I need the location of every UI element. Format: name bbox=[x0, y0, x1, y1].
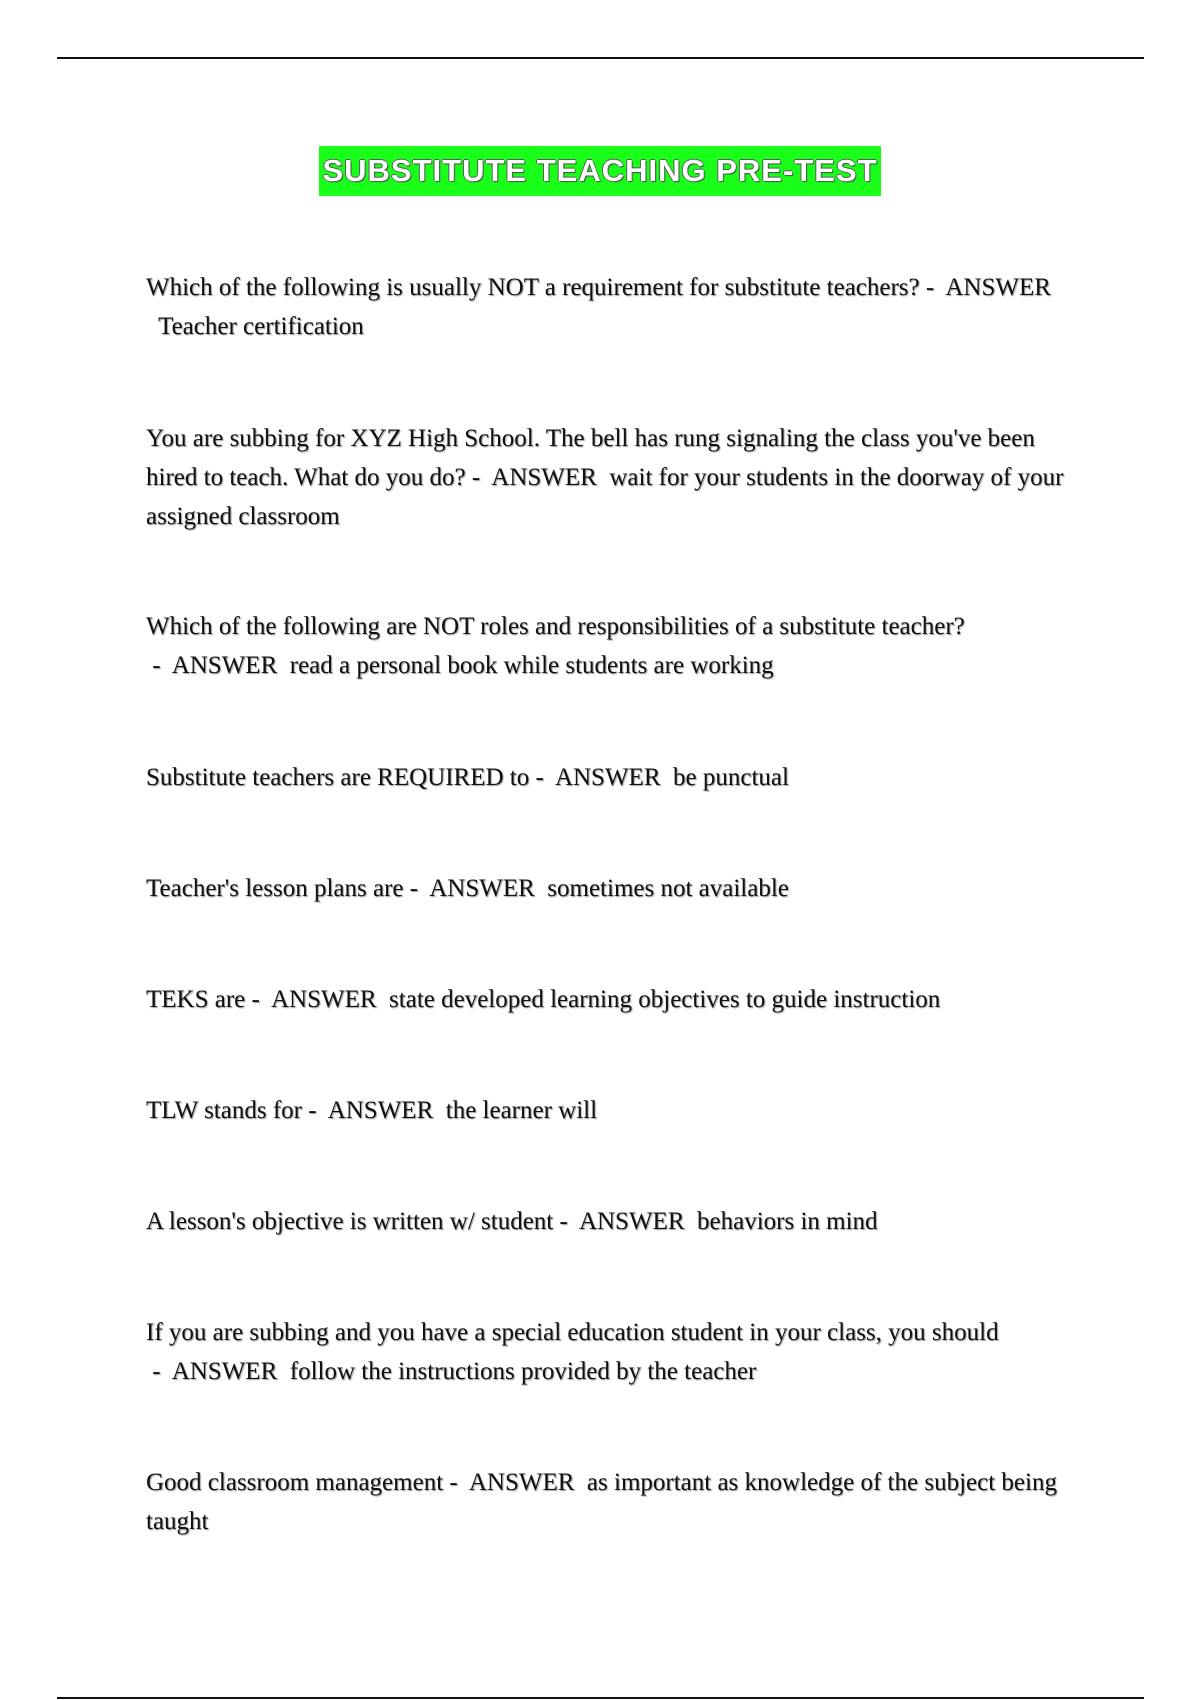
top-divider bbox=[57, 57, 1144, 59]
answer-text: Teacher certification bbox=[158, 313, 364, 340]
answer-label: ANSWER bbox=[554, 764, 661, 791]
answer-label: ANSWER bbox=[945, 274, 1051, 301]
answer-label: ANSWER bbox=[491, 464, 597, 491]
question-text: If you are subbing and you have a special education student in your class, you should bbox=[146, 1319, 999, 1346]
answer-label: ANSWER bbox=[270, 986, 377, 1013]
qa-item-4 bbox=[146, 758, 1066, 797]
answer-label: ANSWER bbox=[429, 875, 535, 902]
question-text: Teacher's lesson plans are bbox=[146, 875, 404, 902]
title-container bbox=[0, 146, 1200, 196]
answer-text: follow the instructions provided by the teacher bbox=[289, 1358, 757, 1385]
question-text: A lesson's objective is written w/ student bbox=[146, 1208, 554, 1235]
separator: - bbox=[403, 875, 430, 902]
answer-text: behaviors in mind bbox=[697, 1208, 878, 1235]
answer-text: read a personal book while students are working bbox=[289, 652, 774, 679]
answer-label: ANSWER bbox=[171, 1358, 278, 1385]
question-text: Substitute teachers are REQUIRED to bbox=[146, 764, 530, 791]
question-text: You are subbing for XYZ High School. The bell has rung signaling the class you've been hired to teach. What do you do? bbox=[146, 425, 1035, 491]
separator: - bbox=[146, 652, 172, 679]
answer-text: be punctual bbox=[673, 764, 789, 791]
separator: - bbox=[146, 1358, 172, 1385]
separator: - bbox=[443, 1469, 469, 1496]
question-text: Good classroom management bbox=[146, 1469, 444, 1496]
answer-text: as important as knowledge of the subject being taught bbox=[146, 1469, 1057, 1535]
bottom-divider bbox=[57, 1697, 1144, 1699]
answer-text: state developed learning objectives to guide instruction bbox=[389, 986, 941, 1013]
answer-text: the learner will bbox=[445, 1097, 598, 1124]
answer-label: ANSWER bbox=[578, 1208, 685, 1235]
qa-item-1 bbox=[146, 268, 1066, 346]
separator: - bbox=[919, 274, 946, 301]
separator: - bbox=[245, 986, 271, 1013]
qa-item-5 bbox=[146, 869, 1066, 908]
separator: - bbox=[553, 1208, 579, 1235]
question-text: TLW stands for bbox=[146, 1097, 302, 1124]
qa-item-6 bbox=[146, 980, 1066, 1019]
qa-item-3 bbox=[146, 607, 1066, 685]
qa-item-7 bbox=[146, 1091, 1066, 1130]
answer-label: ANSWER bbox=[171, 652, 278, 679]
qa-item-9 bbox=[146, 1313, 1066, 1391]
question-text: Which of the following are NOT roles and responsibilities of a substitute teacher? bbox=[146, 613, 965, 640]
question-text: Which of the following is usually NOT a requirement for substitute teachers? bbox=[146, 274, 920, 301]
qa-item-2 bbox=[146, 419, 1066, 536]
qa-item-8 bbox=[146, 1202, 1066, 1241]
answer-text: sometimes not available bbox=[547, 875, 789, 902]
answer-label: ANSWER bbox=[327, 1097, 434, 1124]
qa-item-10 bbox=[146, 1463, 1066, 1541]
question-text: TEKS are bbox=[146, 986, 246, 1013]
answer-label: ANSWER bbox=[468, 1469, 575, 1496]
answer-text: wait for your students in the doorway of your assigned classroom bbox=[146, 464, 1064, 530]
page-title: SUBSTITUTE TEACHING PRE-TEST bbox=[319, 146, 880, 196]
separator: - bbox=[301, 1097, 328, 1124]
separator: - bbox=[465, 464, 492, 491]
separator: - bbox=[529, 764, 555, 791]
